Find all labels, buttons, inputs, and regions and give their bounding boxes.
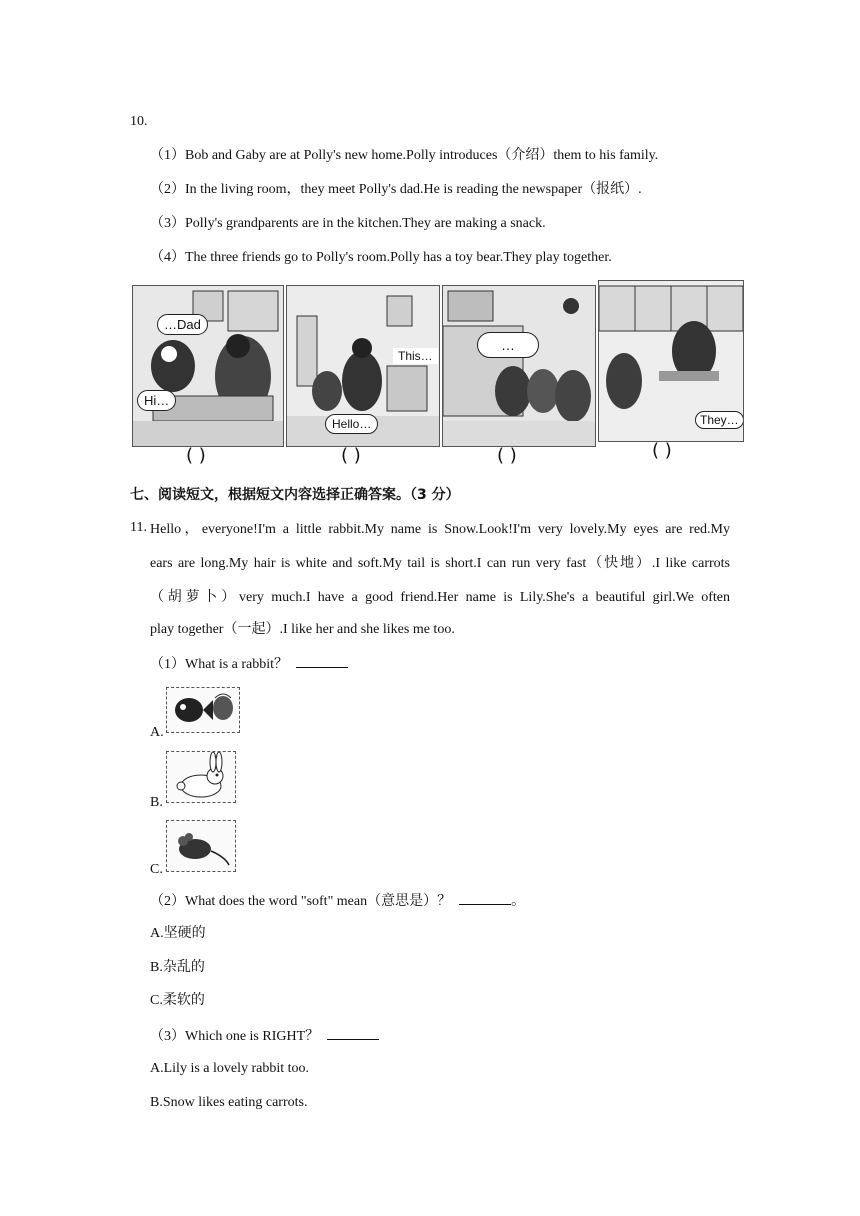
sub3-question-text: （3）Which one is RIGHT？ bbox=[150, 1029, 320, 1044]
answer-paren-1[interactable]: ( ) bbox=[186, 445, 206, 466]
sub1-question-text: （1）What is a rabbit？ bbox=[150, 657, 289, 672]
sub2-option-a[interactable]: A.坚硬的 bbox=[150, 926, 206, 941]
sub3-question bbox=[150, 1025, 379, 1047]
question-10-number: 10. bbox=[130, 114, 148, 129]
sub2-question-text: （2）What does the word "soft" mean（意思是）？ bbox=[150, 894, 452, 909]
bubble-hello: Hello… bbox=[325, 414, 378, 434]
sub2-option-c[interactable]: C.柔软的 bbox=[150, 993, 205, 1008]
passage-line-2: ears are long.My hair is white and soft.My tail is short.I can run very fast（快地）.I like carrots bbox=[150, 556, 730, 571]
sub3-option-b[interactable]: B.Snow likes eating carrots. bbox=[150, 1095, 308, 1110]
answer-paren-4[interactable]: ( ) bbox=[652, 440, 672, 461]
bubble-hi: Hi… bbox=[137, 390, 176, 411]
answer-paren-3[interactable]: ( ) bbox=[497, 445, 517, 466]
bubble-they: They… bbox=[695, 411, 744, 429]
comic-panel-4 bbox=[598, 280, 744, 442]
bubble-this: This… bbox=[393, 348, 438, 364]
sub2-suffix: 。 bbox=[511, 894, 526, 909]
sub2-option-b[interactable]: B.杂乱的 bbox=[150, 960, 205, 975]
sub1-question bbox=[150, 653, 348, 675]
comic-panel-1 bbox=[132, 285, 284, 447]
mouse-icon bbox=[167, 821, 235, 871]
bubble-dad: …Dad bbox=[157, 314, 208, 335]
comic-panel-3-art bbox=[443, 286, 595, 446]
comic-panel-1-art bbox=[133, 286, 283, 446]
q10-item-3: （3）Polly's grandparents are in the kitchen.They are making a snack. bbox=[150, 216, 546, 231]
comic-panel-2 bbox=[286, 285, 440, 447]
fish-picture[interactable] bbox=[166, 687, 240, 733]
answer-paren-2[interactable]: ( ) bbox=[341, 445, 361, 466]
q10-item-2: （2）In the living room，they meet Polly's dad.He is reading the newspaper（报纸）. bbox=[150, 182, 642, 197]
bubble-ellipsis: … bbox=[477, 332, 539, 358]
rabbit-picture[interactable] bbox=[166, 751, 236, 803]
rabbit-icon bbox=[167, 752, 235, 802]
mouse-picture[interactable] bbox=[166, 820, 236, 872]
sub2-question bbox=[150, 890, 525, 912]
sub3-option-a[interactable]: A.Lily is a lovely rabbit too. bbox=[150, 1061, 310, 1076]
q10-item-4: （4）The three friends go to Polly's room.Polly has a toy bear.They play together. bbox=[150, 250, 612, 265]
sub1-option-c-label[interactable]: C. bbox=[150, 862, 163, 877]
passage-line-4: play together（一起）.I like her and she likes me too. bbox=[150, 622, 455, 637]
question-11-number: 11. bbox=[130, 520, 147, 535]
sub1-option-a-label[interactable]: A. bbox=[150, 725, 164, 740]
fish-icon bbox=[167, 688, 239, 732]
passage-line-3: （胡萝卜）very much.I have a good friend.Her name is Lily.She's a beautiful girl.We often bbox=[150, 590, 730, 605]
sub3-answer-blank[interactable] bbox=[327, 1025, 379, 1040]
q10-item-1: （1）Bob and Gaby are at Polly's new home.Polly introduces（介绍）them to his family. bbox=[150, 148, 659, 163]
section-7-heading: 七、阅读短文，根据短文内容选择正确答案。（3 分） bbox=[130, 487, 460, 503]
sub1-answer-blank[interactable] bbox=[296, 653, 348, 668]
comic-panel-3 bbox=[442, 285, 596, 447]
passage-line-1: Hello，everyone!I'm a little rabbit.My name is Snow.Look!I'm very lovely.My eyes are red.My bbox=[150, 522, 730, 537]
sub2-answer-blank[interactable] bbox=[459, 890, 511, 905]
sub1-option-b-label[interactable]: B. bbox=[150, 795, 163, 810]
